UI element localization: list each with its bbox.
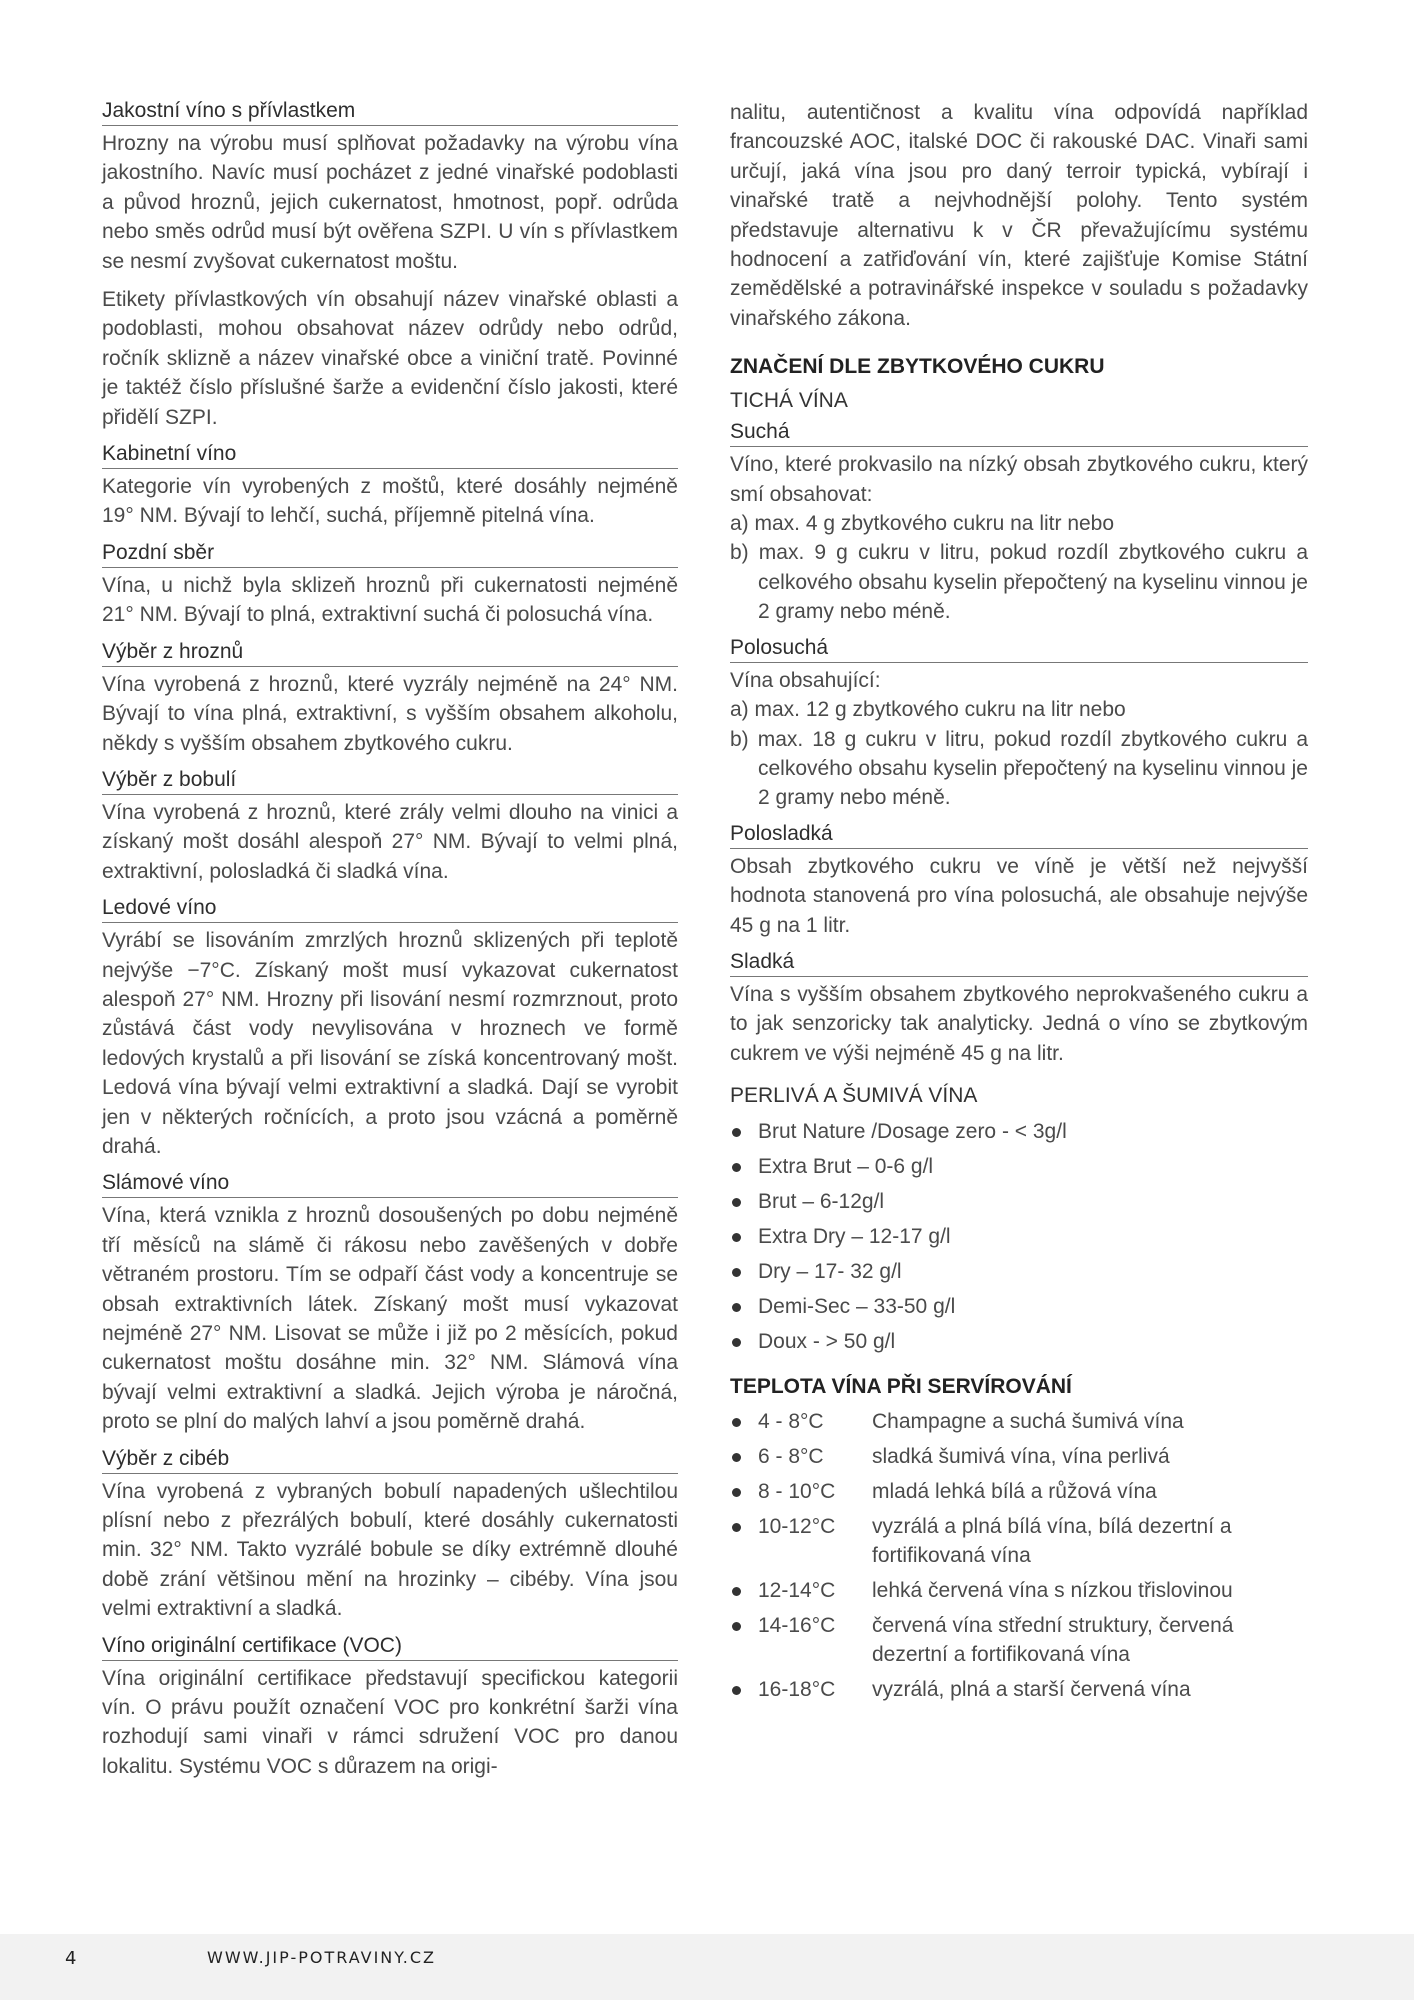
section-heading: Polosladká xyxy=(730,821,1308,849)
paragraph: Vína vyrobená z hroznů, které vyzrály nejméně na 24° NM. Bývají to vína plná, extraktivní, s vyšším obsahem alkoholu, někdy s vyšším obsahem zbytkového cukru. xyxy=(102,672,678,755)
section-vyber-z-bobuli xyxy=(102,767,678,886)
section-vyber-z-cibeb xyxy=(102,1446,678,1624)
bullet-icon xyxy=(732,1453,741,1462)
section-voc xyxy=(102,1633,678,1782)
list-item: Demi-Sec – 33-50 g/l xyxy=(730,1289,1308,1324)
section-heading: Jakostní víno s přívlastkem xyxy=(102,98,678,126)
paragraph: Obsah zbytkového cukru ve víně je větší než nejvyšší hodnota stanovená pro vína polosuchá, ale obsahuje nejvýše 45 g na 1 litr. xyxy=(730,854,1308,937)
paragraph: Vína, u nichž byla sklizeň hroznů při cukernatosti nejméně 21° NM. Bývají to plná, extraktivní suchá či polosuchá vína. xyxy=(102,573,678,627)
bullet-icon xyxy=(732,1488,741,1497)
temperature-row: 14-16°C červená vína střední struktury, červená dezertní a fortifikovaná vína xyxy=(730,1611,1308,1669)
list-item: Brut Nature /Dosage zero - < 3g/l xyxy=(730,1114,1308,1149)
bullet-icon xyxy=(732,1523,741,1532)
temperature-row: 6 - 8°C sladká šumivá vína, vína perlivá xyxy=(730,1442,1308,1471)
bullet-icon xyxy=(732,1163,741,1172)
section-heading: Výběr z cibéb xyxy=(102,1446,678,1474)
section-heading: Slámové víno xyxy=(102,1170,678,1198)
continued-paragraph: nalitu, autentičnost a kvalitu vína odpovídá například francouzské AOC, italské DOC či rakouské DAC. Vinaři sami určují, jaká vína jsou pro daný terroir typická, vybírají i vinařské tratě a nejvhodnější polohy. Tento systém představuje alternativu k v ČR převažujícímu systému hodnocení a zatřiďování vín, které zajišťuje Komise Státní zemědělské a potravinářské inspekce v souladu s požadavky vinařského zákona. xyxy=(730,101,1308,330)
paragraph: Vyrábí se lisováním zmrzlých hroznů sklizených při teplotě nejvýše −7°C. Získaný mošt musí vykazovat cukernatost alespoň 27° NM. Hrozny při lisování nesmí rozmrznout, proto zůstává část vody nevylisována v hroznech ve formě ledových krystalů a při lisování se získá koncentrovaný mošt. Ledová vína bývají velmi extraktivní a sladká. Dají se vyrobit jen v některých ročnících, a proto jsou vzácná a poměrně drahá. xyxy=(102,929,678,1158)
temperature-list xyxy=(730,1407,1308,1704)
section-heading: Sladká xyxy=(730,949,1308,977)
temperature-row: 10-12°C vyzrálá a plná bílá vína, bílá dezertní a fortifikovaná vína xyxy=(730,1512,1308,1570)
list-item: a) max. 4 g zbytkového cukru na litr nebo xyxy=(730,512,1115,536)
sucha-list xyxy=(730,509,1308,627)
list-item: Brut – 6-12g/l xyxy=(730,1184,1308,1219)
paragraph: Vína, která vznikla z hroznů dosoušených po dobu nejméně tří měsíců na slámě či rákosu nebo zavěšených v dobře větraném prostoru. Tím se odpaří část vody a koncentruje se obsah extraktivních látek. Získaný mošt musí vykazovat nejméně 27° NM. Lisovat se může i již po 2 měsících, pokud cukernatost moštu dosáhne min. 32° NM. Slámová vína bývají velmi extraktivní a sladká. Jejich výroba je náročná, proto se plní do malých lahví a jsou poměrně drahá. xyxy=(102,1204,678,1434)
sparkling-list xyxy=(730,1114,1308,1359)
temperature-row: 4 - 8°C Champagne a suchá šumivá vína xyxy=(730,1407,1308,1436)
bullet-icon xyxy=(732,1418,741,1427)
section-ledove-vino xyxy=(102,895,678,1161)
section-heading: Výběr z bobulí xyxy=(102,767,678,795)
paragraph: Vína originální certifikace představují specifickou kategorii vín. O právu použít označení VOC pro konkrétní šarži vína rozhodují sami vinaři v rámci sdružení VOC pro danou lokalitu. Systému VOC s důrazem na origi- xyxy=(102,1666,678,1778)
paragraph: Vína vyrobená z vybraných bobulí napadených ušlechtilou plísní nebo z přezrálých bobulí, které dosáhly cukernatosti min. 32° NM. Takto vyzrálé bobule se díky extrémně dlouhé době zrání většinou mění na hrozinky – cibéby. Vína jsou velmi extraktivní a sladká. xyxy=(102,1479,678,1621)
section-kabinetni xyxy=(102,441,678,531)
page-number: 4 xyxy=(65,1948,77,1969)
paragraph: Vína s vyšším obsahem zbytkového neprokvašeného cukru a to jak senzoricky tak analyticky. Jedná o víno se zbytkovým cukrem ve výši nejméně 45 g na litr. xyxy=(730,982,1308,1065)
section-heading: Pozdní sběr xyxy=(102,540,678,568)
bullet-icon xyxy=(732,1198,741,1207)
paragraph: Vína obsahující: xyxy=(730,668,881,692)
right-column xyxy=(730,98,1308,1710)
bullet-icon xyxy=(732,1233,741,1242)
list-item: a) max. 12 g zbytkového cukru na litr nebo xyxy=(730,698,1126,722)
section-slamove-vino xyxy=(102,1170,678,1436)
paragraph: Etikety přívlastkových vín obsahují název vinařské oblasti a podoblasti, mohou obsahovat název odrůdy nebo odrůd, ročník sklizně a název vinařské obce a viniční tratě. Povinné je taktéž číslo příslušné šarže a evidenční číslo jakosti, které přidělí SZPI. xyxy=(102,288,678,429)
bullet-icon xyxy=(732,1128,741,1137)
bullet-icon xyxy=(732,1587,741,1596)
sparkling-wines-title: PERLIVÁ A ŠUMIVÁ VÍNA xyxy=(730,1084,978,1108)
paragraph: Kategorie vín vyrobených z moštů, které dosáhly nejméně 19° NM. Bývají to lehčí, suchá, příjemně pitelná vína. xyxy=(102,475,678,528)
still-wines-title: TICHÁ VÍNA xyxy=(730,389,848,413)
section-vyber-z-hroznu xyxy=(102,639,678,758)
bullet-icon xyxy=(732,1338,741,1347)
bullet-icon xyxy=(732,1303,741,1312)
section-pozdni-sber xyxy=(102,540,678,630)
serving-temperature-title: TEPLOTA VÍNA PŘI SERVÍROVÁNÍ xyxy=(730,1375,1072,1399)
section-heading: Víno originální certifikace (VOC) xyxy=(102,1633,678,1661)
temperature-row: 8 - 10°C mladá lehká bílá a růžová vína xyxy=(730,1477,1308,1506)
section-jakostni-prívlastek xyxy=(102,98,678,432)
left-column xyxy=(102,98,678,1781)
section-heading: Polosuchá xyxy=(730,635,1308,663)
residual-sugar-title: ZNAČENÍ DLE ZBYTKOVÉHO CUKRU xyxy=(730,355,1105,379)
section-heading: Ledové víno xyxy=(102,895,678,923)
list-item: b) max. 18 g cukru v litru, pokud rozdíl zbytkového cukru a celkového obsahu kyselin přepočtený na kyselinu vinnou je 2 gramy nebo méně. xyxy=(730,727,1308,810)
website-link[interactable]: WWW.JIP-POTRAVINY.CZ xyxy=(207,1948,437,1967)
footer-bar xyxy=(0,1934,1414,2000)
paragraph: Hrozny na výrobu musí splňovat požadavky na výrobu vína jakostního. Navíc musí pocházet z jedné vinařské podoblasti a původ hroznů, jejich cukernatost, hmotnost, popř. odrůda nebo směs odrůd musí být ověřena SZPI. U vín s přívlastkem se nesmí zvyšovat cukernatost moštu. xyxy=(102,132,678,273)
section-heading: Suchá xyxy=(730,419,1308,447)
paragraph: Vína vyrobená z hroznů, které zrály velmi dlouho na vinici a získaný mošt dosáhl alespoň 27° NM. Bývají to velmi plná, extraktivní, polosladká či sladká vína. xyxy=(102,800,678,883)
bullet-icon xyxy=(732,1686,741,1695)
section-heading: Výběr z hroznů xyxy=(102,639,678,667)
list-item: Extra Brut – 0-6 g/l xyxy=(730,1149,1308,1184)
list-item: Extra Dry – 12-17 g/l xyxy=(730,1219,1308,1254)
polosucha-list xyxy=(730,695,1308,813)
list-item: Dry – 17- 32 g/l xyxy=(730,1254,1308,1289)
section-heading: Kabinetní víno xyxy=(102,441,678,469)
bullet-icon xyxy=(732,1622,741,1631)
list-item: b) max. 9 g cukru v litru, pokud rozdíl zbytkového cukru a celkového obsahu kyselin přepočtený na kyselinu vinnou je 2 gramy nebo méně. xyxy=(730,541,1308,624)
temperature-row: 16-18°C vyzrálá, plná a starší červená vína xyxy=(730,1675,1308,1704)
bullet-icon xyxy=(732,1268,741,1277)
list-item: Doux - > 50 g/l xyxy=(730,1324,1308,1359)
temperature-row: 12-14°C lehká červená vína s nízkou třislovinou xyxy=(730,1576,1308,1605)
paragraph: Víno, které prokvasilo na nízký obsah zbytkového cukru, který smí obsahovat: xyxy=(730,453,1308,506)
